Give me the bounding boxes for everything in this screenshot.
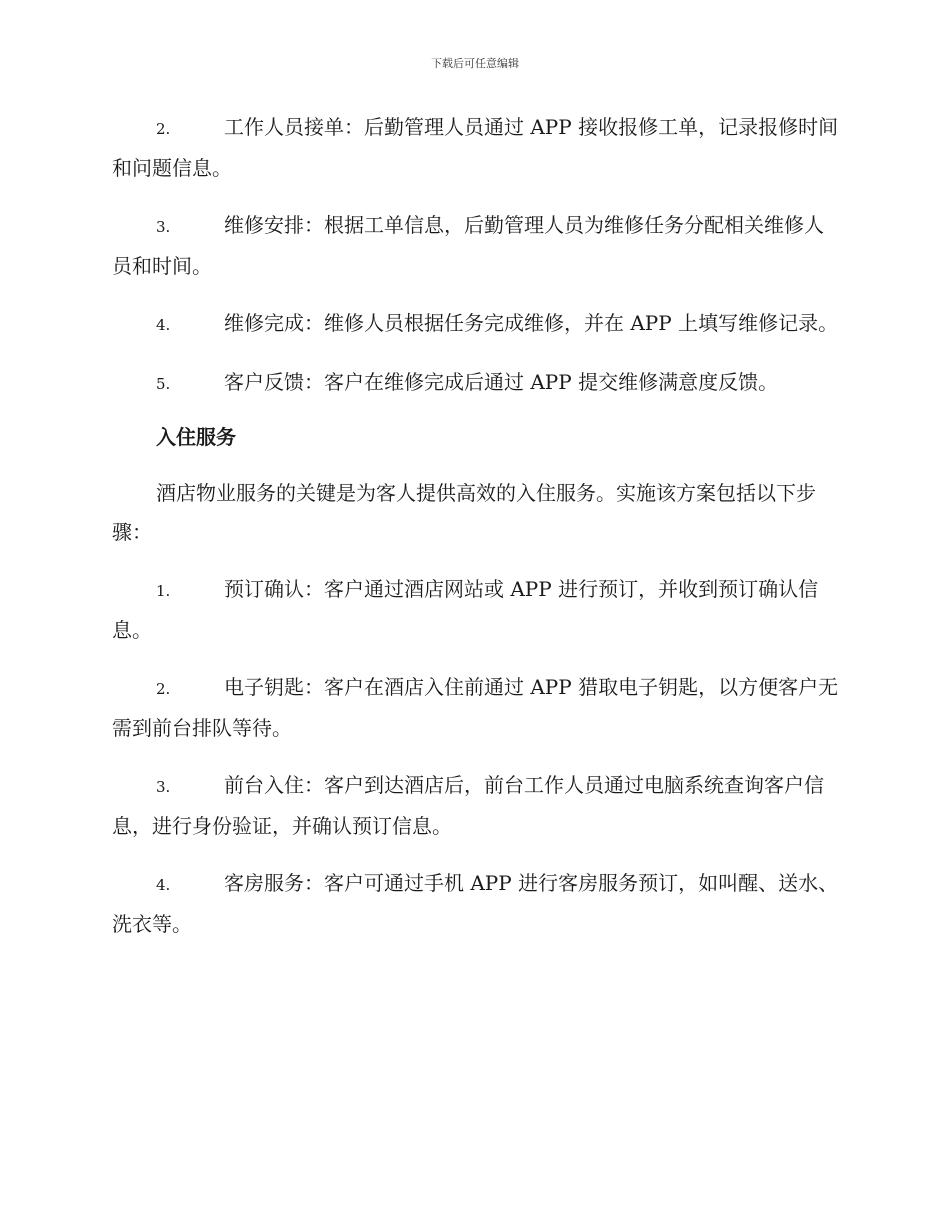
step-text: 客房服务：客户可通过手机 APP 进行客房服务预订，如叫醒、送水、洗衣等。 [112, 871, 839, 936]
step-text: 客户反馈：客户在维修完成后通过 APP 提交维修满意度反馈。 [224, 370, 779, 394]
step-number: 4. [156, 316, 171, 334]
step-text: 预订确认：客户通过酒店网站或 APP 进行预订，并收到预订确认信息。 [112, 577, 819, 642]
step-text: 工作人员接单：后勤管理人员通过 APP 接收报修工单，记录报修时间和问题信息。 [112, 115, 839, 180]
step-number: 3. [156, 778, 171, 796]
step-number: 2. [156, 120, 171, 138]
step-number: 4. [156, 876, 171, 894]
step-text: 维修安排：根据工单信息，后勤管理人员为维修任务分配相关维修人员和时间。 [112, 213, 824, 278]
repair-step-3 [112, 206, 840, 286]
repair-step-4 [112, 304, 840, 345]
checkin-step-3 [112, 766, 840, 846]
repair-step-2 [112, 108, 840, 188]
step-number: 1. [156, 582, 171, 600]
step-number: 5. [156, 375, 171, 393]
step-number: 3. [156, 218, 171, 236]
checkin-step-2 [112, 668, 840, 748]
step-number: 2. [156, 680, 171, 698]
step-text: 维修完成：维修人员根据任务完成维修，并在 APP 上填写维修记录。 [224, 311, 839, 335]
header-note: 下载后可任意编辑 [431, 57, 519, 70]
section-heading-checkin: 入住服务 [156, 425, 236, 449]
document-body [112, 108, 840, 962]
checkin-step-1 [112, 570, 840, 650]
step-text: 前台入住：客户到达酒店后，前台工作人员通过电脑系统查询客户信息，进行身份验证，并确认预订信息。 [112, 773, 824, 838]
repair-step-5 [112, 363, 840, 404]
step-text: 电子钥匙：客户在酒店入住前通过 APP 猎取电子钥匙，以方便客户无需到前台排队等待。 [112, 675, 839, 740]
checkin-step-4 [112, 864, 840, 944]
checkin-intro: 酒店物业服务的关键是为客人提供高效的入住服务。实施该方案包括以下步骤： [112, 481, 816, 544]
